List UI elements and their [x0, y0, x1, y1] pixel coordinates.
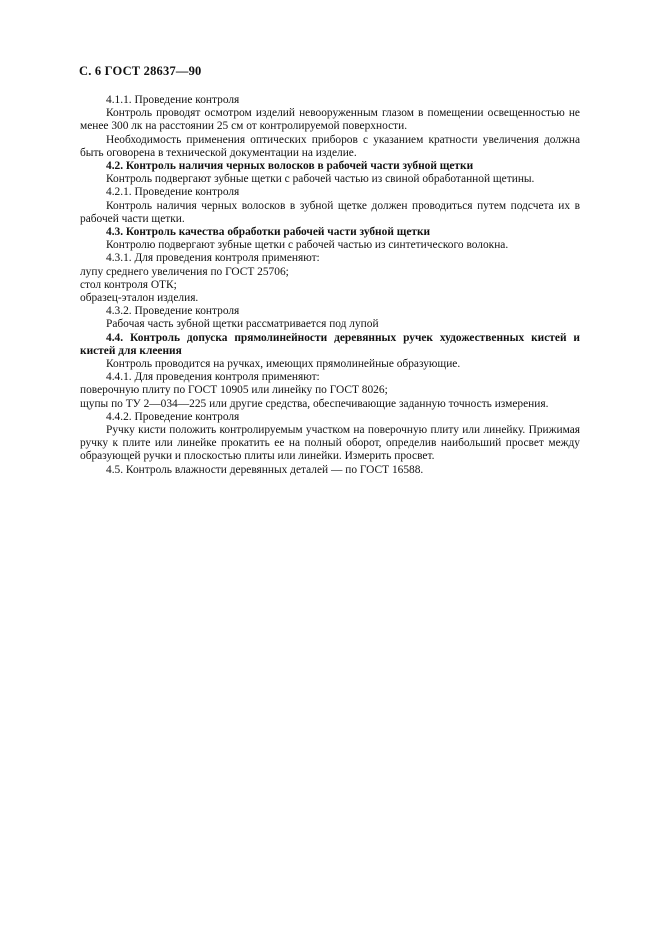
list-item: лупу среднего увеличения по ГОСТ 25706;: [80, 265, 289, 278]
list-item: образец-эталон изделия.: [80, 292, 199, 305]
document-body: [80, 94, 580, 477]
paragraph-4-2-1: 4.2.1. Проведение контроля: [106, 186, 240, 199]
paragraph: Контролю подвергают зубные щетки с рабочей частью из синтетического волокна.: [106, 239, 509, 252]
list-item: щупы по ТУ 2—034—225 или другие средства, обеспечивающие заданную точность измерения.: [80, 397, 549, 410]
paragraph-4-1-1: 4.1.1. Проведение контроля: [106, 94, 240, 106]
paragraph: Контроль проводят осмотром изделий невооруженным глазом в помещении освещенностью не менее 300 лк на расстоянии 25 см от контролируемой поверхности.: [80, 107, 580, 133]
paragraph-4-4-2: 4.4.2. Проведение контроля: [106, 410, 240, 423]
paragraph-4-5: 4.5. Контроль влажности деревянных деталей — по ГОСТ 16588.: [106, 463, 424, 476]
paragraph-4-3-1: 4.3.1. Для проведения контроля применяют:: [106, 252, 320, 265]
paragraph: Контроль наличия черных волосков в зубной щетке должен проводиться путем подсчета их в рабочей части щетки.: [80, 199, 580, 225]
section-heading-4-4: 4.4. Контроль допуска прямолинейности деревянных ручек художественных кистей и кистей для клеения: [80, 331, 580, 357]
paragraph: Рабочая часть зубной щетки рассматривается под лупой: [106, 318, 379, 331]
paragraph-4-3-2: 4.3.2. Проведение контроля: [106, 305, 240, 318]
paragraph: Ручку кисти положить контролируемым участком на поверочную плиту или линейку. Прижимая ручку к плите или линейке прокатить ее на полный оборот, определив наибольший просвет между образующей ручки и плоскостью плиты или линейки. Измерить просвет.: [80, 424, 580, 463]
paragraph: Необходимость применения оптических приборов с указанием кратности увеличения должна быть оговорена в технической документации на изделие.: [80, 133, 580, 159]
paragraph-4-4-1: 4.4.1. Для проведения контроля применяют:: [106, 371, 320, 384]
list-item: поверочную плиту по ГОСТ 10905 или линейку по ГОСТ 8026;: [80, 384, 388, 397]
list-item: стол контроля ОТК;: [80, 278, 177, 291]
page-header: С. 6 ГОСТ 28637—90: [79, 64, 202, 78]
paragraph: Контроль проводится на ручках, имеющих прямолинейные образующие.: [106, 358, 461, 371]
section-heading-4-3: 4.3. Контроль качества обработки рабочей части зубной щетки: [106, 226, 431, 239]
paragraph: Контроль подвергают зубные щетки с рабочей частью из свиной обработанной щетины.: [106, 173, 535, 186]
section-heading-4-2: 4.2. Контроль наличия черных волосков в рабочей части зубной щетки: [106, 160, 474, 173]
